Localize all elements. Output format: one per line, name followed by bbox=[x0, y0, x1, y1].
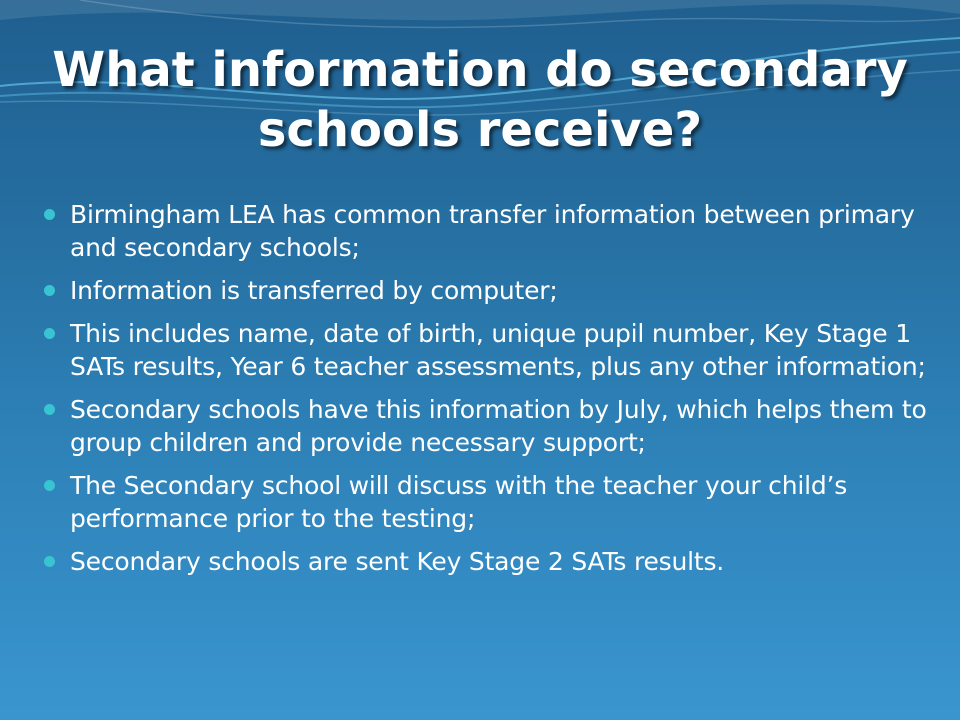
bullet-dot-icon bbox=[44, 480, 55, 491]
bullet-text: Information is transferred by computer; bbox=[70, 276, 558, 305]
bullet-text: Secondary schools have this information by July, which helps them to group children and provide necessary support; bbox=[70, 395, 927, 457]
bullet-text: Birmingham LEA has common transfer information between primary and secondary schools; bbox=[70, 200, 915, 262]
bullet-dot-icon bbox=[44, 556, 55, 567]
bullet-item bbox=[44, 393, 934, 459]
bullet-item bbox=[44, 274, 934, 307]
bullet-text: This includes name, date of birth, unique pupil number, Key Stage 1 SATs results, Year 6 teacher assessments, plus any other information; bbox=[70, 319, 926, 381]
slide-title-line: What information do secondary bbox=[52, 42, 908, 98]
bullet-item bbox=[44, 469, 934, 535]
slide-title-line: schools receive? bbox=[257, 102, 703, 158]
bullet-dot-icon bbox=[44, 404, 55, 415]
bullet-dot-icon bbox=[44, 285, 55, 296]
slide-title bbox=[0, 40, 960, 160]
bullet-item bbox=[44, 545, 934, 578]
bullet-list bbox=[44, 198, 934, 588]
bullet-text: Secondary schools are sent Key Stage 2 SATs results. bbox=[70, 547, 725, 576]
bullet-item bbox=[44, 317, 934, 383]
bullet-item bbox=[44, 198, 934, 264]
bullet-dot-icon bbox=[44, 328, 55, 339]
bullet-text: The Secondary school will discuss with the teacher your child’s performance prior to the testing; bbox=[70, 471, 848, 533]
bullet-dot-icon bbox=[44, 209, 55, 220]
